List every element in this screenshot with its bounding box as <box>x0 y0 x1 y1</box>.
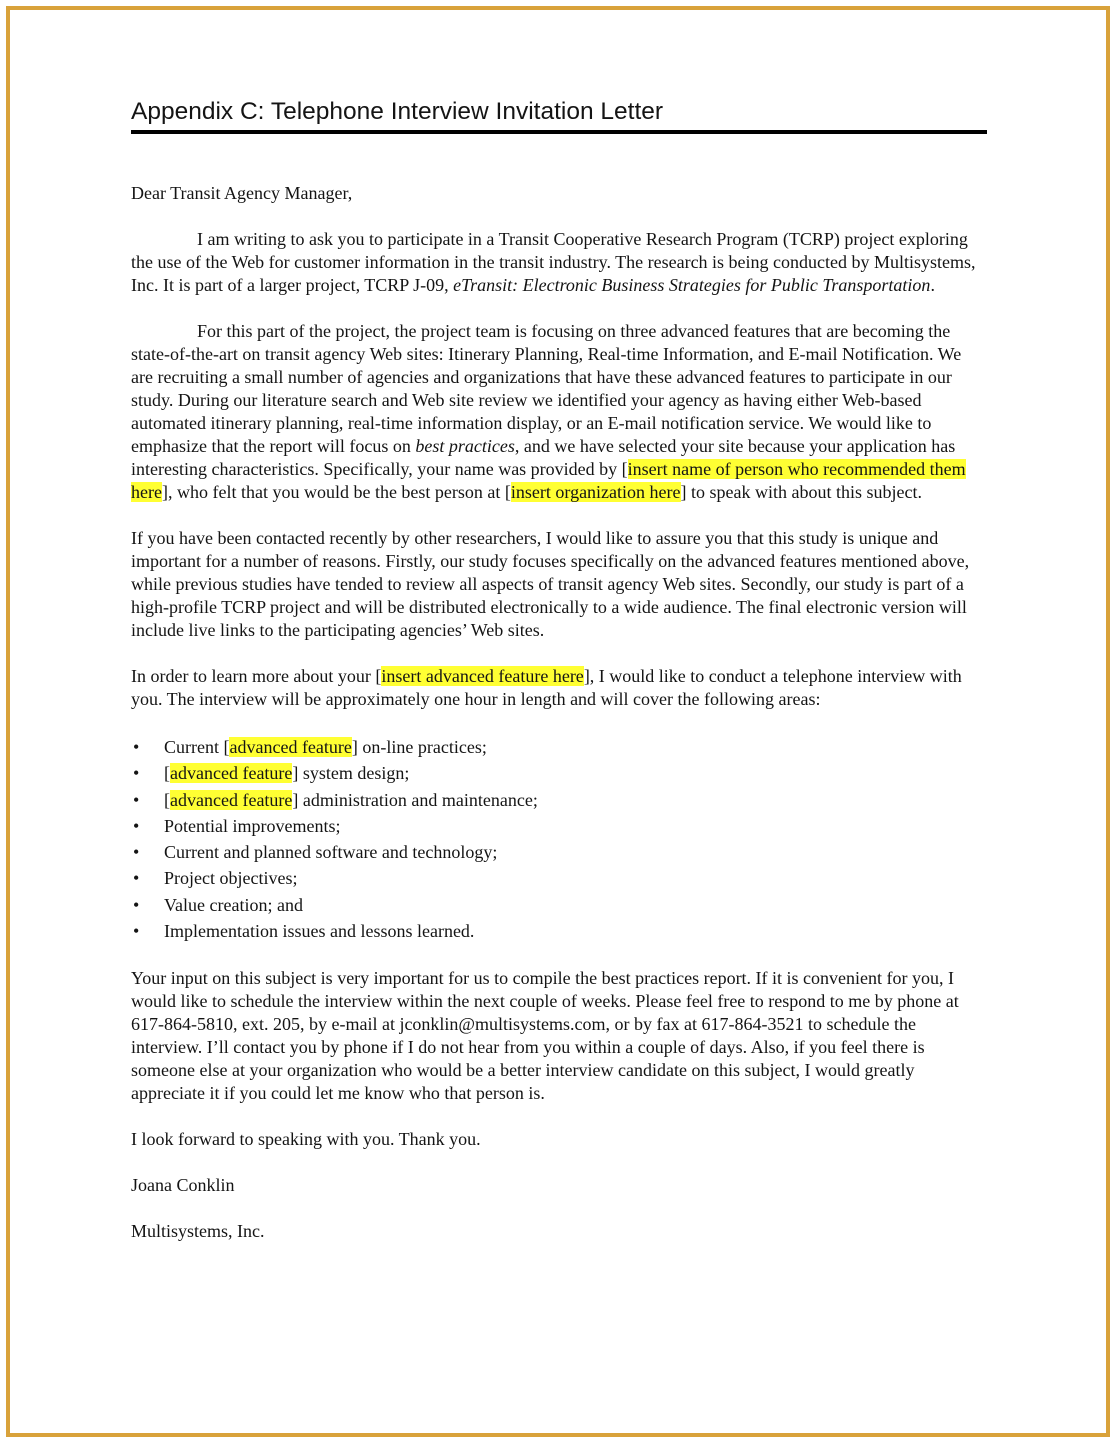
best-practices-emphasis: best practices <box>415 436 515 456</box>
placeholder-feature: advanced feature <box>170 763 293 784</box>
list-item <box>131 760 987 786</box>
list-item-text: ] on-line practices; <box>351 737 487 757</box>
list-item <box>131 734 987 760</box>
signature-company: Multisystems, Inc. <box>131 1221 265 1242</box>
letter-page <box>131 96 987 1266</box>
list-item: • Value creation; and <box>131 892 987 918</box>
salutation: Dear Transit Agency Manager, <box>131 183 353 203</box>
list-item-text: Current [ <box>164 737 230 757</box>
list-item-text: ] administration and maintenance; <box>292 789 538 810</box>
paragraph-intro <box>131 228 987 297</box>
placeholder-recommender: insert name of person who recommended them here <box>131 459 966 502</box>
features-text-c: ], who felt that you would be the best person at [ <box>161 482 511 502</box>
paragraph-closing: I look forward to speaking with you. Thank you. <box>131 1129 481 1150</box>
interview-areas-list <box>131 734 987 944</box>
list-item: • Implementation issues and lessons learned. <box>131 918 987 944</box>
paragraph-features <box>131 320 987 504</box>
list-item: • Potential improvements; <box>131 813 987 839</box>
list-item-text: [ <box>164 789 170 810</box>
list-item: • Current and planned software and technology; <box>131 839 987 865</box>
paragraph-contact: Your input on this subject is very important for us to compile the best practices report. If it is convenient for you, I would like to schedule the interview within the next couple of weeks. Please feel free to respond to me by phone at 617-864-5810, ext. 205, by e-mail at jconklin@multisystems.com, or by fax at 617-864-3521 to schedule the interview. I’ll contact you by phone if I do not hear from you within a couple of days. Also, if you feel there is someone else at your organization who would be a better interview candidate on this subject, I would greatly appreciate it if you could let me know who that person is. <box>131 968 959 1104</box>
list-item <box>131 787 987 813</box>
paragraph-uniqueness: If you have been contacted recently by other researchers, I would like to assure you that this study is unique and important for a number of reasons. Firstly, our study focuses specifically on the advanced features mentioned above, while previous studies have tended to review all aspects of transit agency Web sites. Secondly, our study is part of a high-profile TCRP project and will be distributed electronically to a wide audience. The final electronic version will include live links to the participating agencies’ Web sites. <box>131 528 970 640</box>
list-item-text: ] system design; <box>292 763 410 784</box>
intro-end: . <box>930 275 935 295</box>
interview-text-b: ], I would like to conduct a telephone interview with you. The interview will be approximately one hour in length and will cover the following areas: <box>131 666 962 709</box>
placeholder-feature: insert advanced feature here <box>381 666 584 686</box>
signature-name: Joana Conklin <box>131 1175 235 1196</box>
intro-text: I am writing to ask you to participate in a Transit Cooperative Research Program (TCRP) project exploring the use of the Web for customer information in the transit industry. The research is being conducted by Multisystems, Inc. It is part of a larger project, TCRP J-09, <box>131 229 976 295</box>
placeholder-organization: insert organization here <box>510 482 681 502</box>
features-text-a: For this part of the project, the project team is focusing on three advanced features that are becoming the state-of-the-art on transit agency Web sites: Itinerary Planning, Real-time Information, and E-mail Notification. We are recruiting a small number of agencies and organizations that have these advanced features to participate in our study. During our literature search and Web site review we identified your agency as having either Web-based automated itinerary planning, real-time information display, or an E-mail notification service. We would like to emphasize that the report will focus on <box>131 321 962 456</box>
placeholder-feature: advanced feature <box>229 737 352 757</box>
placeholder-feature: advanced feature <box>170 789 293 810</box>
project-title: eTransit: Electronic Business Strategies for Public Transportation <box>453 275 931 295</box>
features-text-b: , and we have selected your site because your application has interesting characteristics. Specifically, your name was provided by [ <box>131 436 956 479</box>
features-text-d: ] to speak with about this subject. <box>680 482 922 502</box>
interview-text-a: In order to learn more about your [ <box>131 666 382 686</box>
list-item: • Project objectives; <box>131 865 987 891</box>
list-item-text: [ <box>164 763 170 784</box>
page-title: Appendix C: Telephone Interview Invitation Letter <box>131 96 987 134</box>
paragraph-interview <box>131 665 987 711</box>
letter-body <box>131 182 987 1243</box>
